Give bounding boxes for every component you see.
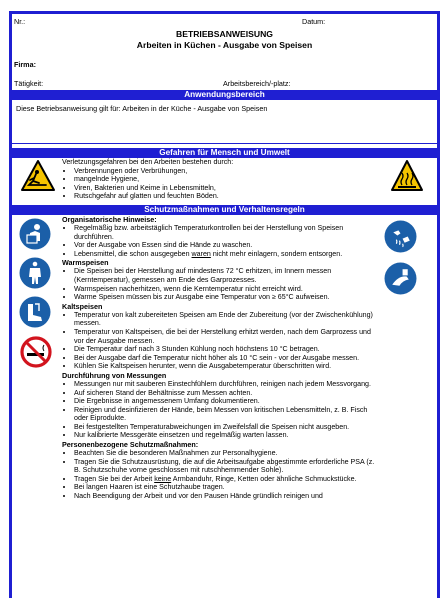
list-item: • Temperatur von kalt zubereiteten Speisen am Ende der Zubereitung (vor der Zwischenkühlung) messen. bbox=[74, 311, 380, 328]
list-item: • mangelnde Hygiene, bbox=[74, 175, 380, 184]
list-item: • Nach Beendigung der Arbeit und vor den Pausen Hände gründlich reinigen und bbox=[74, 492, 380, 501]
list-item: • Rutschgefahr auf glatten und feuchten Böden. bbox=[74, 192, 380, 201]
list-item: • Messungen nur mit sauberen Einstechfühlern durchführen, reinigen nach jedem Messvorgang. bbox=[74, 380, 380, 389]
mess-heading: Durchführung von Messungen bbox=[62, 370, 167, 380]
org-heading: Organisatorische Hinweise: bbox=[62, 215, 157, 224]
pers-heading: Personenbezogene Schutzmaßnahmen: bbox=[62, 440, 199, 450]
list-item: • Warmspeisen nacherhitzen, wenn die Kerntemperatur nicht erreicht wird. bbox=[74, 285, 380, 294]
list-item: • Auf sicheren Stand der Behältnisse zum Messen achten. bbox=[74, 389, 380, 398]
safety-boots-icon bbox=[19, 296, 51, 328]
gefahren-heading: Gefahren für Mensch und Umwelt bbox=[12, 148, 437, 158]
list-item bbox=[74, 475, 380, 484]
list-item bbox=[74, 250, 380, 259]
text-part: Tragen Sie bei der Arbeit bbox=[74, 474, 155, 483]
firma-label: Firma: bbox=[14, 60, 36, 69]
list-item: • Temperatur von Kaltspeisen, die bei der Herstellung erhitzt werden, nach dem Garprozess und vor der Ausgabe messen. bbox=[74, 328, 380, 345]
arbeitsbereich-label: Arbeitsbereich/-platz: bbox=[223, 79, 291, 88]
list-item: • Regelmäßig bzw. arbeitstäglich Temperaturkontrollen bei der Herstellung von Speisen durchführen. bbox=[74, 224, 380, 241]
list-item: • Verbrennungen oder Verbrühungen, bbox=[74, 167, 380, 176]
text-part: Lebensmittel, die schon ausgegeben bbox=[74, 249, 192, 258]
list-item: • Die Ergebnisse in angemessenem Umfang dokumentieren. bbox=[74, 397, 380, 406]
nr-label: Nr.: bbox=[14, 17, 26, 26]
section-divider bbox=[12, 143, 437, 144]
gefahren-list bbox=[62, 167, 380, 201]
list-item: • Bei festgestellten Temperaturabweichungen im Zweifelsfall die Speisen nicht ausgeben. bbox=[74, 423, 380, 432]
datum-label: Datum: bbox=[302, 17, 326, 26]
document-title: BETRIEBSANWEISUNG bbox=[176, 29, 273, 39]
list-item: • Tragen Sie die Schutzausrüstung, die auf die Arbeitsaufgabe abgestimmte erforderliche PSA (z. B. Schutzschuhe vorne geschlossen mit rutschhemmender Sohle). bbox=[74, 458, 380, 475]
gefahren-intro: Verletzungsgefahren bei den Arbeiten bestehen durch: bbox=[62, 158, 234, 166]
protective-clothing-icon bbox=[19, 257, 51, 289]
list-item: • Viren, Bakterien und Keime in Lebensmitteln, bbox=[74, 184, 380, 193]
list-item: • Bei der Ausgabe darf die Temperatur nicht höher als 10 °C sein - vor der Ausgabe messen. bbox=[74, 354, 380, 363]
taetigkeit-label: Tätigkeit: bbox=[14, 79, 44, 88]
anwendungsbereich-heading: Anwendungsbereich bbox=[12, 90, 437, 100]
org-list bbox=[62, 224, 380, 258]
list-item: • Beachten Sie die besonderen Maßnahmen zur Personalhygiene. bbox=[74, 449, 380, 458]
no-smoking-icon bbox=[20, 336, 52, 368]
text-part: nicht mehr einlagern, sondern entsorgen. bbox=[210, 249, 343, 258]
list-item: • Vor der Ausgabe von Essen sind die Hände zu waschen. bbox=[74, 241, 380, 250]
list-item: • Reinigen und desinfizieren der Hände, beim Messen von kritischen Lebensmitteln, z. B. Fisch oder Eiprodukte. bbox=[74, 406, 380, 423]
gefahren-content bbox=[62, 158, 380, 201]
warm-list bbox=[62, 267, 380, 301]
kalt-heading: Kaltspeisen bbox=[62, 301, 103, 311]
list-item: • Bei langen Haaren ist eine Schutzhaube tragen. bbox=[74, 483, 380, 492]
kalt-list bbox=[62, 311, 380, 371]
read-instructions-icon bbox=[19, 218, 51, 250]
warm-heading: Warmspeisen bbox=[62, 258, 109, 268]
text-part: Armbanduhr, Ringe, Ketten oder ähnliche Schmuckstücke. bbox=[171, 474, 357, 483]
wash-hands-icon bbox=[384, 220, 417, 253]
schutz-heading: Schutzmaßnahmen und Verhaltensregeln bbox=[12, 205, 437, 215]
list-item: • Die Temperatur darf nach 3 Stunden Kühlung noch höchstens 10 °C betragen. bbox=[74, 345, 380, 354]
list-item: • Warme Speisen müssen bis zur Ausgabe eine Temperatur von ≥ 65°C aufweisen. bbox=[74, 293, 380, 302]
pers-list bbox=[62, 449, 380, 501]
mess-list bbox=[62, 380, 380, 440]
slippery-floor-warning-icon bbox=[20, 159, 56, 192]
hot-surface-warning-icon bbox=[390, 159, 424, 192]
document-subtitle: Arbeiten in Küchen - Ausgabe von Speisen bbox=[136, 40, 313, 50]
list-item: • Nur kalibrierte Messgeräte einsetzen und regelmäßig warten lassen. bbox=[74, 431, 380, 440]
schutz-content bbox=[62, 215, 380, 501]
text-underlined: keine bbox=[154, 474, 172, 483]
anwendungsbereich-text: Diese Betriebsanweisung gilt für: Arbeiten in der Küche - Ausgabe von Speisen bbox=[16, 104, 268, 113]
list-item: • Kühlen Sie Kaltspeisen herunter, wenn die Ausgabetemperatur überschritten wird. bbox=[74, 362, 380, 371]
hand-cream-icon bbox=[384, 262, 417, 295]
list-item: • Die Speisen bei der Herstellung auf mindestens 72 °C erhitzen, im Innern messen (Kerntemperatur), gemessen am Ende des Garprozesses. bbox=[74, 267, 380, 284]
text-underlined: waren bbox=[191, 249, 211, 258]
